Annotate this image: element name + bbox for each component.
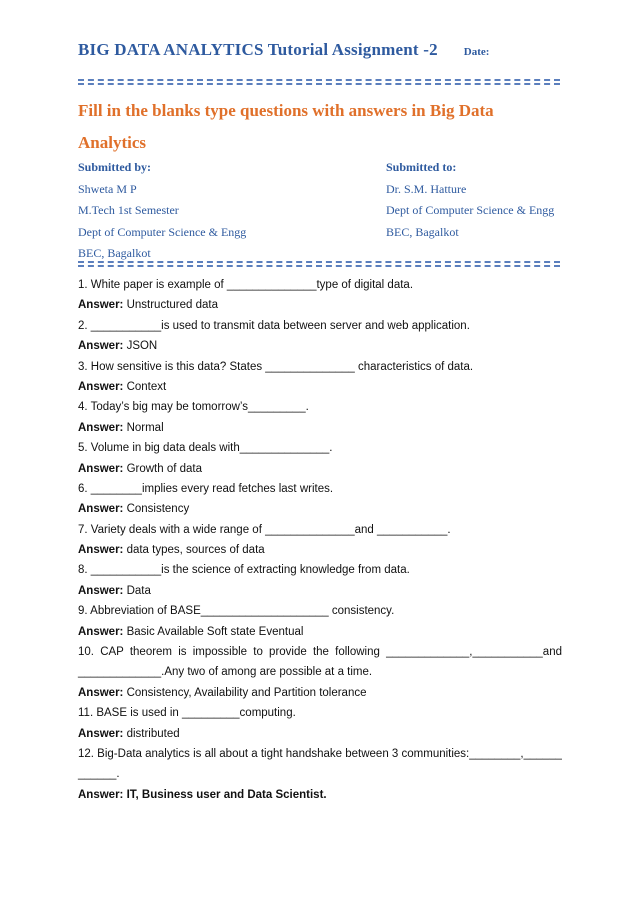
answer-label: Answer: (78, 380, 124, 393)
answer-text: distributed (123, 727, 180, 740)
question-continued: _____________.Any two of among are possible at a time. (78, 666, 373, 679)
document-title: BIG DATA ANALYTICS Tutorial Assignment -2 (78, 40, 438, 59)
answer-label: Answer: (78, 299, 124, 312)
submitted-by-line: Dept of Computer Science & Engg (78, 224, 247, 239)
answer (78, 581, 562, 601)
answer (78, 459, 562, 479)
question: 1. White paper is example of ______________type of digital data. (78, 279, 414, 291)
answer-text: Context (123, 380, 167, 393)
submitted-by-line: BEC, Bagalkot (78, 246, 151, 260)
answer-label: Answer: (78, 544, 124, 557)
answer-text: Growth of data (123, 462, 202, 475)
question-continued: ______. (78, 768, 120, 781)
question: 11. BASE is used in _________computing. (78, 707, 296, 720)
submitted-to-heading: Submitted to: (386, 160, 457, 174)
submitted-to-line: Dr. S.M. Hatture (386, 181, 467, 196)
answer-label: Answer: (78, 584, 124, 597)
answer-label: Answer: (78, 625, 124, 638)
question: 10. CAP theorem is impossible to provide the following _____________,___________and (78, 646, 562, 659)
question: 3. How sensitive is this data? States ______________ characteristics of data. (78, 360, 474, 373)
answer (78, 295, 562, 315)
answer (78, 418, 562, 438)
subtitle: Fill in the blanks type questions with answers in Big Data Analytics (78, 101, 494, 152)
submitted-to-line: BEC, Bagalkot (386, 224, 459, 239)
answer-text: JSON (123, 340, 158, 353)
answer: Answer: IT, Business user and Data Scientist. (78, 788, 327, 801)
answer-text: Basic Available Soft state Eventual (123, 625, 304, 638)
answer (78, 622, 562, 642)
question: 4. Today’s big may be tomorrow’s_________. (78, 401, 309, 414)
answer-label: Answer: (78, 727, 124, 740)
question: 9. Abbreviation of BASE____________________ consistency. (78, 605, 395, 618)
answer-label: Answer: (78, 340, 124, 353)
question: 2. ___________is used to transmit data between server and web application. (78, 319, 470, 332)
answer (78, 724, 562, 744)
submitted-by-block (78, 157, 246, 265)
answer (78, 683, 562, 703)
question: 5. Volume in big data deals with______________. (78, 442, 333, 455)
question: 6. ________implies every read fetches last writes. (78, 482, 334, 495)
answer (78, 499, 562, 519)
answer-text: Unstructured data (123, 299, 218, 312)
answer-text: Consistency (123, 503, 190, 516)
submitted-by-heading: Submitted by: (78, 160, 152, 174)
submitted-by-line: Shweta M P (78, 181, 137, 196)
qa-list (78, 275, 562, 805)
answer-label: Answer: (78, 462, 124, 475)
date-label: Date: (463, 46, 490, 58)
answer-label: Answer: (78, 686, 124, 699)
submitted-by-line: M.Tech 1st Semester (78, 203, 179, 217)
answer-text: Data (123, 584, 151, 597)
answer-text: data types, sources of data (123, 544, 265, 557)
question: 7. Variety deals with a wide range of ______________and ___________. (78, 523, 451, 536)
question: 12. Big-Data analytics is all about a tight handshake between 3 communities:________,______ (78, 747, 562, 760)
separator-top (78, 79, 560, 85)
header (78, 40, 489, 60)
submitted-to-block (386, 157, 554, 243)
answer-label: Answer: (78, 421, 124, 434)
answer-text: Normal (123, 421, 164, 434)
answer (78, 377, 562, 397)
answer (78, 336, 562, 356)
answer-label: Answer: (78, 503, 124, 516)
separator-bottom (78, 261, 560, 267)
answer-text: Consistency, Availability and Partition tolerance (123, 686, 367, 699)
answer (78, 540, 562, 560)
question: 8. ___________is the science of extracting knowledge from data. (78, 564, 410, 577)
submitted-to-line: Dept of Computer Science & Engg (386, 203, 555, 217)
